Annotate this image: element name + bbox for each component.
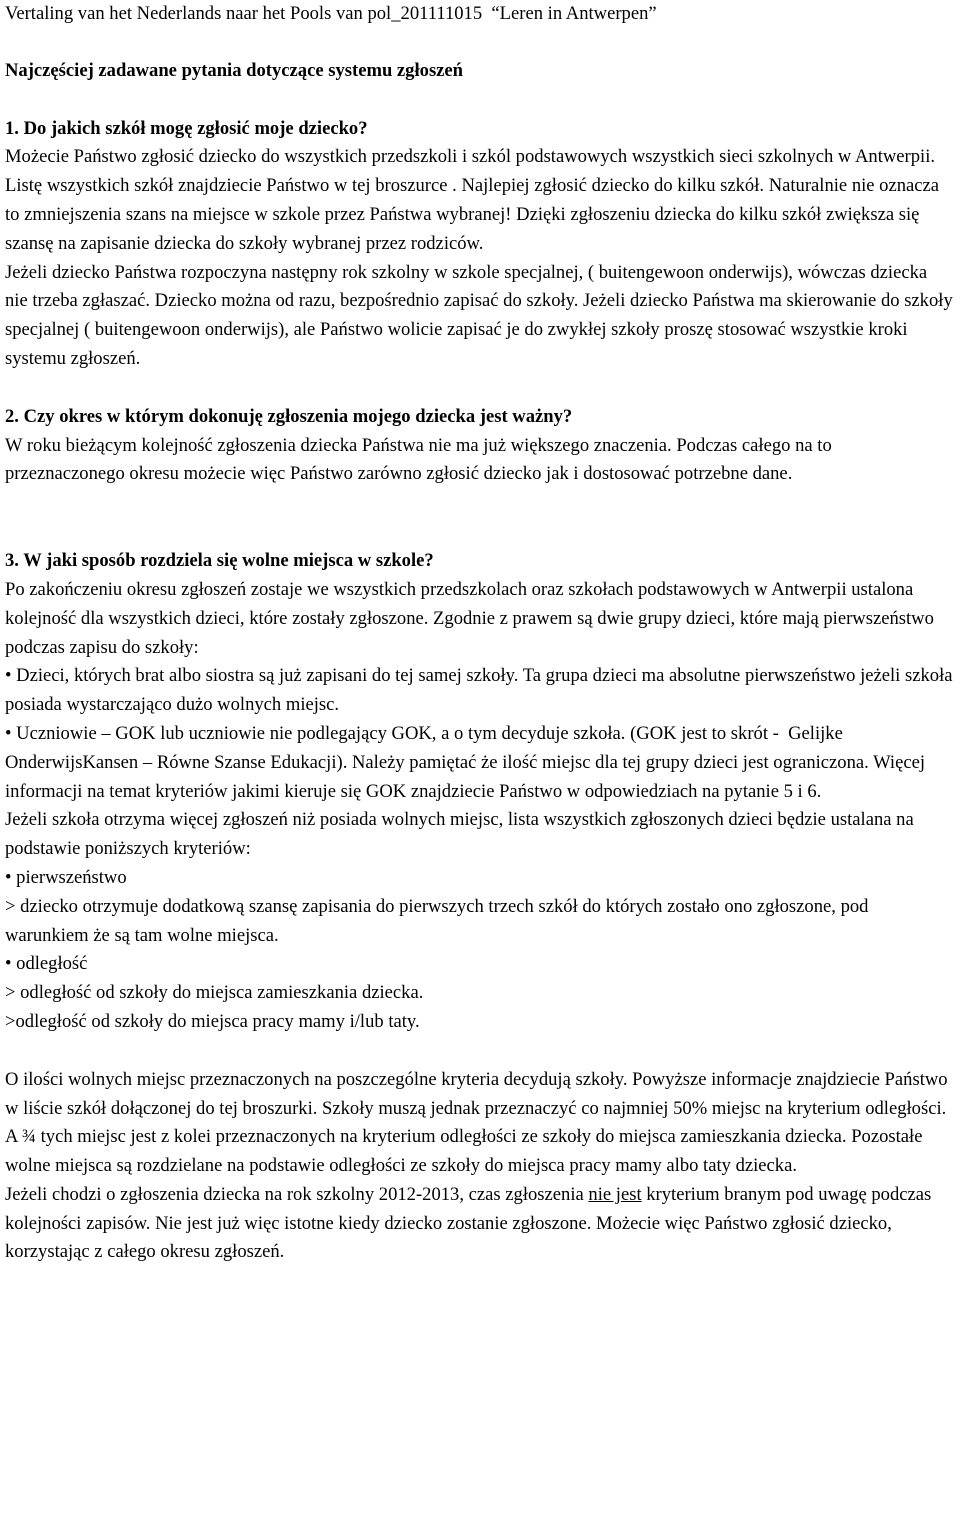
question-2-heading: 2. Czy okres w którym dokonuję zgłoszenia mojego dziecka jest ważny? [5,405,573,427]
question-3-intro: Po zakończeniu okresu zgłoszeń zostaje we wszystkich przedszkolach oraz szkołach podstawowych w Antwerpii ustalona kolejność dla wszystkich dzieci, które zostały zgłoszone. Zgodnie z prawem są dwie grupy dzieci, które mają pierwszeństwo podczas zapisu do szkoły: [5,578,939,658]
spacer [5,1037,954,1066]
question-1-answer [5,143,954,258]
closing-paragraph-1: O ilości wolnych miejsc przeznaczonych na poszczególne kryteria decydują szkoły. Powyższe informacje znajdziecie Państwo w liście szkół dołączonej do tej broszurki. Szkoły muszą jednak przeznaczyć co najmniej 50% miejsc na kryterium odległości. A ¾ tych miejsc jest z kolei przeznaczonych na kryterium odległości ze szkoły do miejsca zamieszkania dziecka. Pozostałe wolne miejsca są rozdzielane na podstawie odległości ze szkoły do miejsca pracy mamy albo taty dziecka. [5,1068,955,1177]
question-3-section [5,547,958,1267]
spacer [5,86,954,115]
question-3-heading: 3. W jaki sposób rozdziela się wolne miejsca w szkole? [5,550,434,572]
document-header: Vertaling van het Nederlands naar het Pools van pol_201111015 “Leren in Antwerpen” [5,3,657,24]
q1-answer-part2: Najlepiej zgłosić dziecko do kilku szkół. [461,175,765,197]
bullet-gok: • Uczniowie – GOK lub uczniowie nie podlegający GOK, a o tym decyduje szkoła. (GOK jest to skrót - Gelijke OnderwijsKansen – Równe Szanse Edukacji). Należy pamiętać że ilość miejsc dla tej grupy dzieci jest ograniczona. Więcej informacji na temat kryteriów jakimi kieruje się GOK znajdziecie Państwo w odpowiedziach na pytanie 5 i 6. [5,722,930,802]
criterion-distance: • odległość [5,953,88,975]
criterion-priority: • pierwszeństwo [5,866,127,888]
bullet-siblings: • Dzieci, których brat albo siostra są już zapisani do tej samej szkoły. Ta grupa dzieci ma absolutne pierwszeństwo jeżeli szkoła posiada wystarczająco dużo wolnych miejsc. [5,665,958,716]
spacer [5,29,954,57]
question-2-answer: W roku bieżącym kolejność zgłoszenia dziecka Państwa nie ma już większego znaczenia. Podczas całego na to przeznaczonego okresu możecie więc Państwo zarówno zgłosić dziecko jak i dostosować potrzebne dane. [5,434,837,485]
spacer [5,489,954,547]
document-title: Najczęściej zadawane pytania dotyczące systemu zgłoszeń [5,59,464,81]
closing-paragraph-2 [5,1181,954,1267]
criteria-intro: Jeżeli szkoła otrzyma więcej zgłoszeń niż posiada wolnych miejsc, lista wszystkich zgłoszonych dzieci będzie ustalana na podstawie poniższych kryteriów: [5,809,919,860]
spacer [5,374,954,403]
criterion-distance-home: > odległość od szkoły do miejsca zamieszkania dziecka. [5,982,424,1004]
question-1-heading: 1. Do jakich szkół mogę zgłosić moje dziecko? [5,117,368,139]
question-1-section [5,115,958,374]
closing-2-before: Jeżeli chodzi o zgłoszenia dziecka na rok szkolny 2012-2013, czas zgłoszenia [5,1183,589,1205]
q1-answer-part1: Możecie Państwo zgłosić dziecko do wszystkich przedszkoli i szkól podstawowych wszystkich sieci szkolnych w Antwerpii. Listę wszystkich szkół znajdziecie Państwo w tej broszurce . [5,146,940,197]
criterion-priority-detail: > dziecko otrzymuje dodatkową szansę zapisania do pierwszych trzech szkół do których zostało ono zgłoszone, pod warunkiem że są tam wolne miejsca. [5,895,874,946]
question-2-section [5,403,954,489]
q1-answer-part3: Naturalnie nie oznacza to zmniejszenia szans na miejsce w szkole przez Państwa wybranej! Dzięki zgłoszeniu dziecka do kilku szkół zwiększa się szansę na zapisanie dziecka do szkoły wybranej przez rodziców. [5,175,944,254]
closing-2-underlined: nie jest [588,1183,642,1205]
question-1-special-school: Jeżeli dziecko Państwa rozpoczyna następny rok szkolny w szkole specjalnej, ( buitengewoon onderwijs), wówczas dziecka nie trzeba zgłaszać. Dziecko można od razu, bezpośrednio zapisać do szkoły. Jeżeli dziecko Państwa ma skierowanie do szkoły specjalnej ( buitengewoon onderwijs), ale Państwo wolicie zapisać je do zwykłej szkoły proszę stosować wszystkie kroki systemu zgłoszeń. [5,261,958,369]
criterion-distance-work: >odległość od szkoły do miejsca pracy mamy i/lub taty. [5,1010,420,1032]
closing-2-after: kryterium branym pod uwagę podczas kolejności zapisów. Nie jest już więc istotne kiedy dziecko zostanie zgłoszone. Możecie więc Państwo zgłosić dziecko, korzystając z całego okresu zgłoszeń. [5,1183,936,1263]
